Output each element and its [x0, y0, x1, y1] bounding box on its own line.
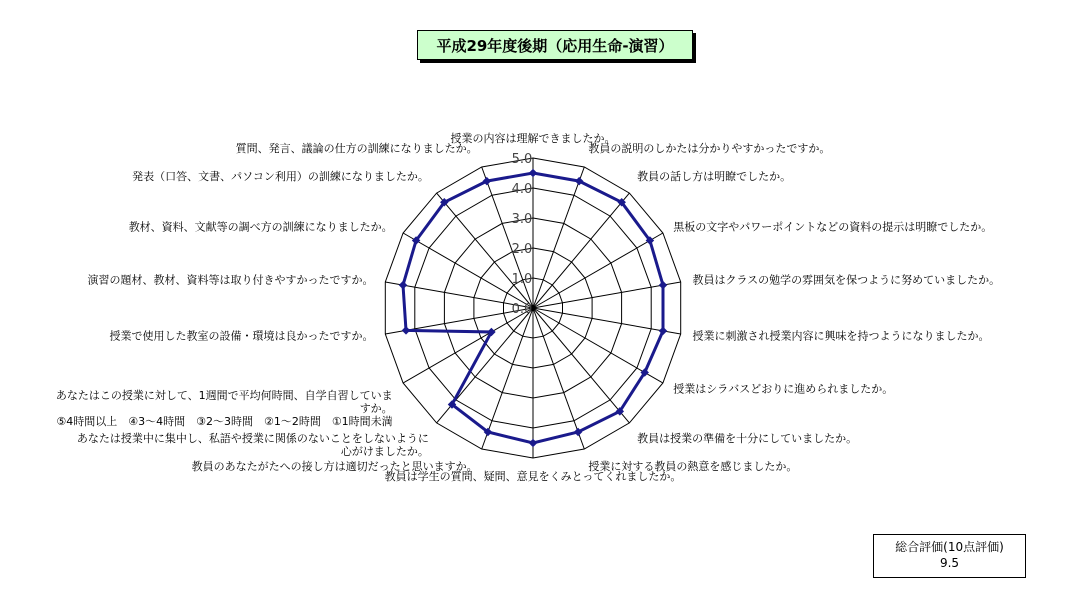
data-point [529, 169, 537, 177]
summary-value: 9.5 [939, 556, 960, 570]
category-label: 教員はクラスの勉学の雰囲気を保つように努めていましたか。 [692, 273, 1001, 287]
tick-label: 2.0 [511, 242, 533, 257]
spoke-10 [482, 308, 533, 449]
spoke-8 [533, 308, 584, 449]
tick-label: 1.0 [511, 272, 533, 287]
category-label: 黒板の文字やパワーポイントなどの資料の提示は明瞭でしたか。 [673, 220, 993, 234]
category-label: 教員は学生の質問、疑問、意見をくみとってくれましたか。 [384, 470, 682, 483]
category-label: 授業に対する教員の熱意を感じましたか。 [588, 460, 798, 474]
chart-title: 平成29年度後期（応用生命-演習） [417, 30, 693, 60]
category-label: 授業はシラバスどおりに進められましたか。 [673, 382, 894, 396]
category-label: 教員の説明のしかたは分かりやすかったですか。 [588, 141, 831, 155]
category-label: あなたはこの授業に対して、1週間で平均何時間、自学自習していますか。 ⑤4時間以上 ④3～4時間 ③2～3時間 ②1～2時間 ①1時間未満 [55, 389, 393, 428]
category-label: 質問、発言、議論の仕方の訓練になりましたか。 [235, 141, 478, 155]
category-label: 発表（口答、文書、パソコン利用）の訓練になりましたか。 [132, 169, 429, 183]
category-label: 教材、資料、文献等の調べ方の訓練になりましたか。 [128, 220, 393, 234]
category-label: 教員のあなたがたへの接し方は適切だったと思いますか。 [191, 460, 478, 474]
category-label: 授業に刺激され授業内容に興味を持つようになりましたか。 [692, 329, 990, 343]
summary-box [873, 534, 1026, 578]
category-label: 授業の内容は理解できましたか。 [450, 132, 616, 145]
data-point [402, 326, 410, 334]
category-label: 教員は授業の準備を十分にしていましたか。 [637, 432, 858, 446]
tick-label: 5.0 [511, 152, 533, 167]
spoke-1 [533, 167, 584, 308]
category-label: あなたは授業中に集中し、私語や授業に関係のないことをしないように心がけましたか。 [76, 432, 429, 459]
category-label: 演習の題材、教材、資料等は取り付きやすかったですか。 [87, 273, 374, 287]
category-label: 授業で使用した教室の設備・環境は良かったですか。 [109, 329, 374, 343]
tick-label: 4.0 [511, 182, 533, 197]
category-label: 教員の話し方は明瞭でしたか。 [637, 169, 792, 183]
data-point [659, 281, 667, 289]
data-point [529, 439, 537, 447]
data-point [399, 281, 407, 289]
tick-label: 0.0 [511, 302, 533, 317]
data-point [659, 327, 667, 335]
tick-label: 3.0 [511, 212, 533, 227]
summary-label: 総合評価(10点評価) [895, 540, 1004, 554]
